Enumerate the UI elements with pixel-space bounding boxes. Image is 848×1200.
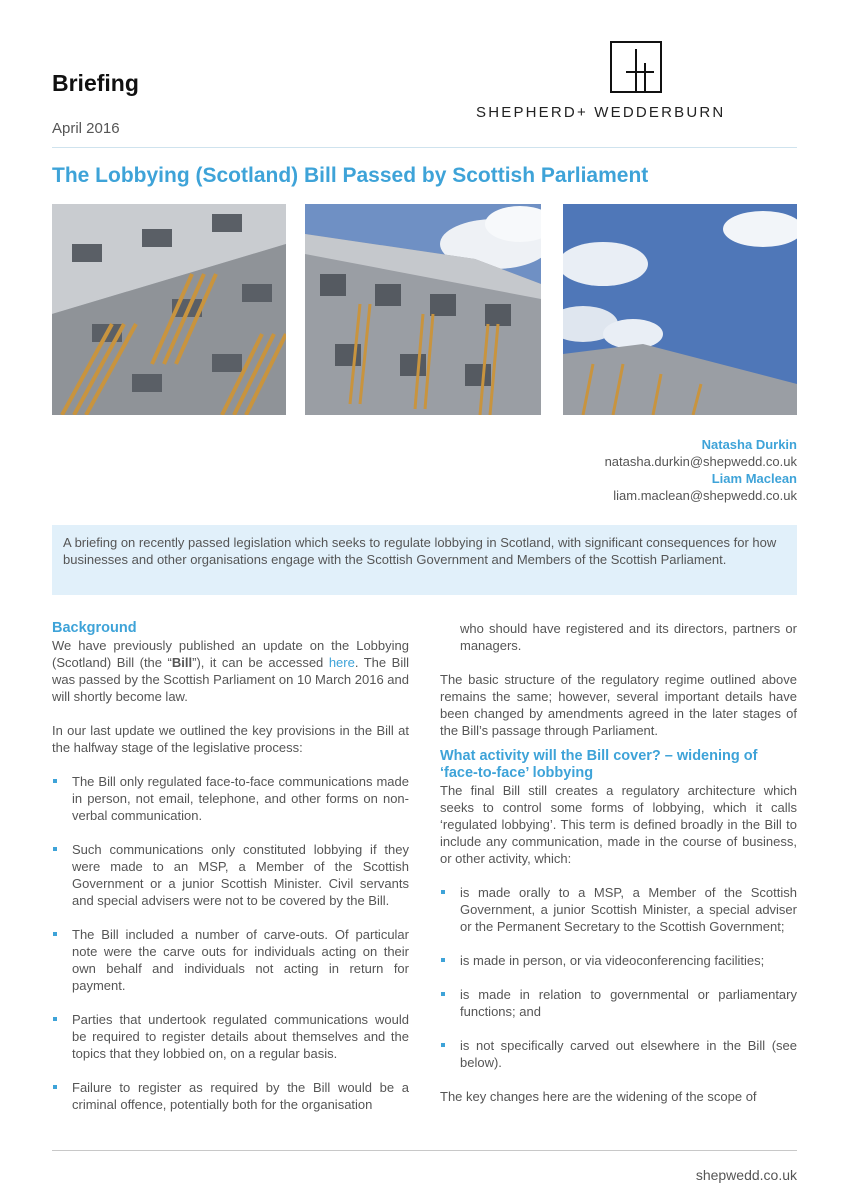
parliament-photo-1	[52, 204, 286, 415]
intro-text: ”), it can be accessed	[192, 655, 329, 670]
list-item: is not specifically carved out elsewhere in the Bill (see below).	[440, 1037, 797, 1071]
bullet-continuation: who should have registered and its directors, partners or managers.	[460, 621, 797, 653]
page-title: The Lobbying (Scotland) Bill Passed by Scottish Parliament	[52, 164, 649, 187]
logo-mark-icon	[610, 41, 662, 93]
paragraph: The final Bill still creates a regulatory architecture which seeks to control some forms of lobbying, which it calls ‘regulated lobbying’. This term is defined broadly in the Bill to include any communication, made in the course of business, or other activity, which:	[440, 783, 797, 866]
contact-email-link[interactable]: natasha.durkin@shepwedd.co.uk	[604, 454, 797, 469]
section-heading-background: Background	[52, 620, 137, 636]
intro-text: We have previously published an update on the Lobbying (Scotland) Bill (the “	[52, 638, 409, 670]
section-heading-activity: What activity will the Bill cover? – widening of ‘face-to-face’ lobbying	[440, 748, 758, 781]
list-item: The Bill included a number of carve-outs. Of particular note were the carve outs for individuals acting on their own behalf and individuals not acting in return for payment.	[52, 926, 409, 994]
briefing-date: April 2016	[52, 120, 120, 137]
contact-name: Liam Maclean	[711, 471, 797, 486]
list-item: is made in relation to governmental or parliamentary functions; and	[440, 986, 797, 1020]
list-item: is made in person, or via videoconferencing facilities;	[440, 952, 797, 969]
parliament-photo-2	[305, 204, 541, 415]
paragraph: The basic structure of the regulatory regime outlined above remains the same; however, several important details have been changed by amendments agreed in the later stages of the Bill’s passage through Parliament.	[440, 672, 797, 738]
contacts-block	[605, 436, 797, 504]
left-column	[52, 620, 409, 1113]
right-column	[440, 620, 797, 1105]
summary-box: A briefing on recently passed legislation which seeks to regulate lobbying in Scotland, with significant consequences for how businesses and other organisations engage with the Scottish Government and Members of the Scottish Parliament.	[52, 525, 797, 595]
intro-text: . The Bill was passed by the Scottish Parliament on 10 March 2016 and will shortly become law.	[52, 655, 409, 704]
here-link[interactable]: here	[328, 655, 355, 670]
list-item: is made orally to a MSP, a Member of the Scottish Government, a junior Scottish Minister, a special adviser or the Permanent Secretary to the Scottish Government;	[440, 884, 797, 935]
key-provisions-list	[52, 773, 409, 1113]
contact-name: Natasha Durkin	[701, 437, 797, 452]
briefing-label: Briefing	[52, 70, 139, 96]
list-item: Parties that undertook regulated communications would be required to register details about themselves and the topics that they lobbied on, on a regular basis.	[52, 1011, 409, 1062]
logo-wordmark: SHEPHERD+ WEDDERBURN	[476, 104, 726, 121]
header-divider	[52, 147, 797, 148]
list-item: Failure to register as required by the Bill would be a criminal offence, potentially both for the organisation	[52, 1079, 409, 1113]
intro-paragraph	[52, 637, 409, 705]
contact-email-link[interactable]: liam.maclean@shepwedd.co.uk	[613, 488, 797, 503]
paragraph: The key changes here are the widening of the scope of	[440, 1089, 757, 1104]
paragraph: In our last update we outlined the key provisions in the Bill at the halfway stage of the legislative process:	[52, 723, 409, 755]
parliament-photo-3	[563, 204, 797, 415]
list-item: Such communications only constituted lobbying if they were made to an MSP, a Member of the Scottish Government or a junior Scottish Minister. Civil servants and special advisers were not to be covered by the Bill.	[52, 841, 409, 909]
bill-term: Bill	[171, 655, 193, 670]
list-item: The Bill only regulated face-to-face communications made in person, not email, telephone, and other forms on non-verbal communication.	[52, 773, 409, 824]
footer-url-link[interactable]: shepwedd.co.uk	[695, 1167, 797, 1183]
footer-divider	[52, 1150, 797, 1151]
regulated-lobbying-list	[440, 884, 797, 1071]
